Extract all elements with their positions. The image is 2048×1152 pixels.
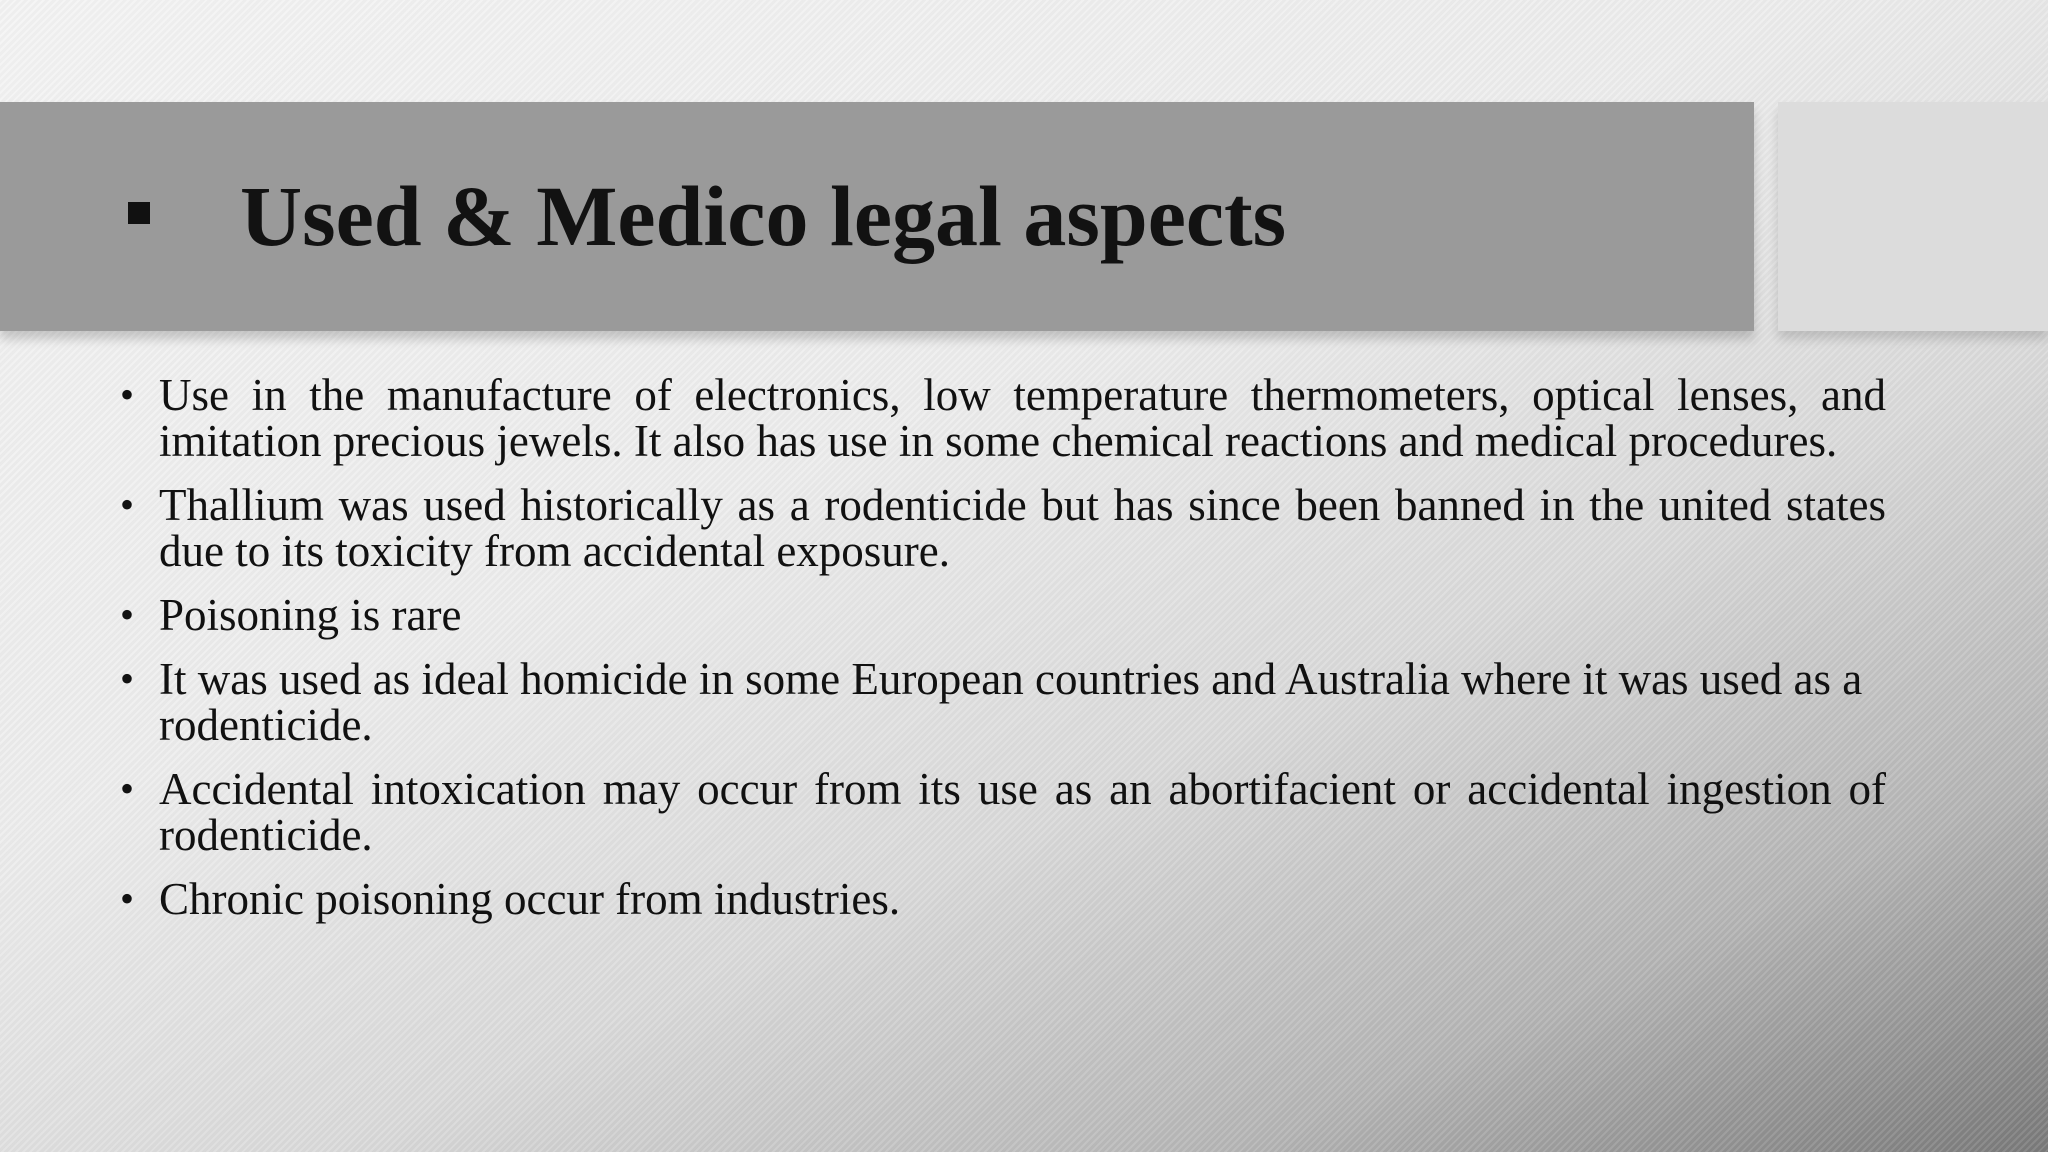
bullet-text: Poisoning is rare — [159, 590, 462, 640]
title-square-bullet-icon — [128, 202, 150, 224]
bullet-item — [120, 656, 1886, 748]
bullet-list — [120, 372, 1886, 940]
bullet-text: Accidental intoxication may occur from its use as an abortifacient or accidental ingestion of rodenticide. — [159, 764, 1886, 860]
bullet-text: Thallium was used historically as a rodenticide but has since been banned in the united states due to its toxicity from accidental exposure. — [159, 480, 1886, 576]
bullet-dot-icon: • — [120, 592, 135, 637]
bullet-item — [120, 592, 1886, 638]
slide-title: Used & Medico legal aspects — [240, 168, 1287, 264]
bullet-text: Chronic poisoning occur from industries. — [159, 874, 901, 924]
bullet-item — [120, 766, 1886, 858]
bullet-dot-icon: • — [120, 482, 135, 527]
bullet-item — [120, 372, 1886, 464]
bullet-dot-icon: • — [120, 876, 135, 921]
bullet-dot-icon: • — [120, 656, 135, 701]
bullet-text: It was used as ideal homicide in some European countries and Australia where it was used as a rodenticide. — [159, 654, 1863, 750]
bullet-item — [120, 482, 1886, 574]
bullet-dot-icon: • — [120, 372, 135, 417]
decorative-side-box — [1778, 102, 2048, 331]
bullet-dot-icon: • — [120, 766, 135, 811]
bullet-text: Use in the manufacture of electronics, low temperature thermometers, optical lenses, and imitation precious jewels. It also has use in some chemical reactions and medical procedures. — [159, 370, 1886, 466]
bullet-item — [120, 876, 1886, 922]
